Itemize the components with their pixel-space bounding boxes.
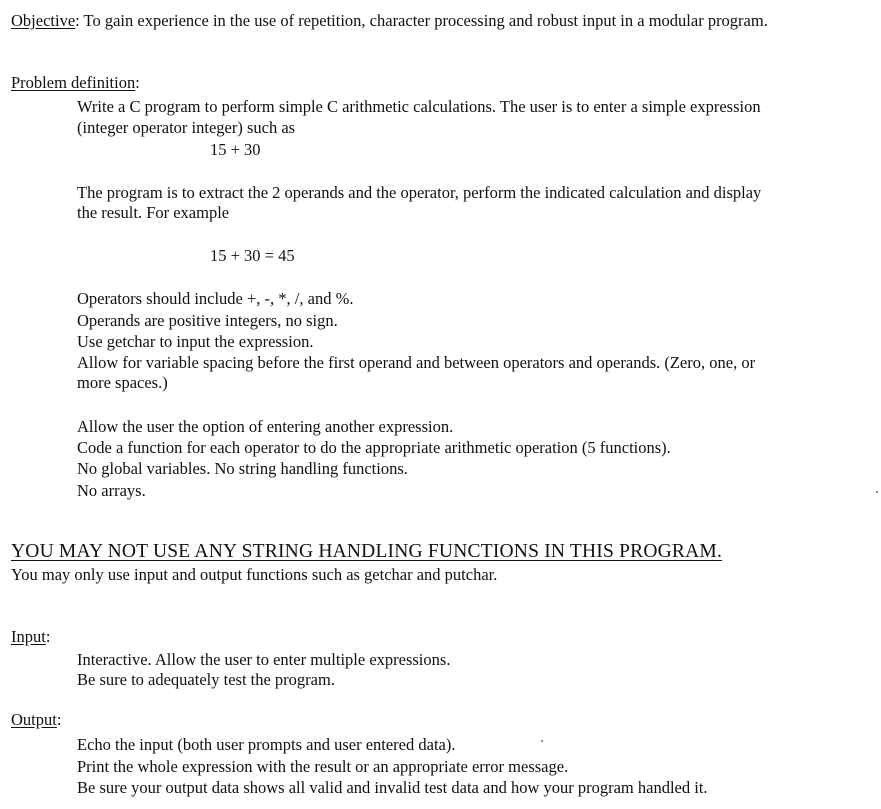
problem-text-1: Write a C program to perform simple C arithmetic calculations. The user is to enter a simple expression [77, 97, 761, 116]
output-text-3: Be sure your output data shows all valid and invalid test data and how your program handled it. [77, 778, 708, 797]
output-text-1: Echo the input (both user prompts and user entered data). [77, 735, 456, 754]
requirement-1: Operators should include +, -, *, /, and %. [77, 289, 354, 308]
input-line [11, 626, 50, 647]
example-expression-1: 15 + 30 [210, 140, 261, 159]
problem-heading: Problem definition [11, 73, 136, 92]
requirement-9: No arrays. [77, 481, 146, 500]
output-heading-colon: : [56, 710, 62, 729]
requirement-8: No global variables. No string handling functions. [77, 459, 408, 478]
objective-heading: Objective [11, 11, 76, 30]
example-expression-2: 15 + 30 = 45 [210, 246, 295, 265]
input-heading: Input [11, 627, 46, 646]
problem-text-2: (integer operator integer) such as [77, 118, 296, 137]
requirement-5: more spaces.) [77, 373, 168, 392]
scan-speck [876, 491, 878, 493]
requirement-7: Code a function for each operator to do the appropriate arithmetic operation (5 functions). [77, 438, 671, 457]
requirement-6: Allow the user the option of entering another expression. [77, 417, 454, 436]
problem-line [11, 72, 140, 93]
problem-text-3: The program is to extract the 2 operands and the operator, perform the indicated calculation and display [77, 183, 762, 202]
scan-speck [541, 740, 543, 742]
output-heading: Output [11, 710, 57, 729]
objective-line [11, 10, 768, 31]
problem-text-4: the result. For example [77, 203, 230, 222]
requirement-3: Use getchar to input the expression. [77, 332, 314, 351]
problem-heading-colon: : [135, 73, 140, 92]
input-text-2: Be sure to adequately test the program. [77, 670, 335, 689]
requirement-4: Allow for variable spacing before the first operand and between operators and operands. (Zero, one, or [77, 353, 756, 372]
banner-title: YOU MAY NOT USE ANY STRING HANDLING FUNCTIONS IN THIS PROGRAM. [11, 541, 723, 562]
requirement-2: Operands are positive integers, no sign. [77, 311, 338, 330]
objective-text: : To gain experience in the use of repetition, character processing and robust input in a modular program. [75, 11, 768, 30]
input-heading-colon: : [45, 627, 51, 646]
input-text-1: Interactive. Allow the user to enter multiple expressions. [77, 650, 451, 669]
output-text-2: Print the whole expression with the result or an appropriate error message. [77, 757, 569, 776]
output-line [11, 709, 61, 730]
banner-subtitle: You may only use input and output functions such as getchar and putchar. [11, 565, 498, 584]
